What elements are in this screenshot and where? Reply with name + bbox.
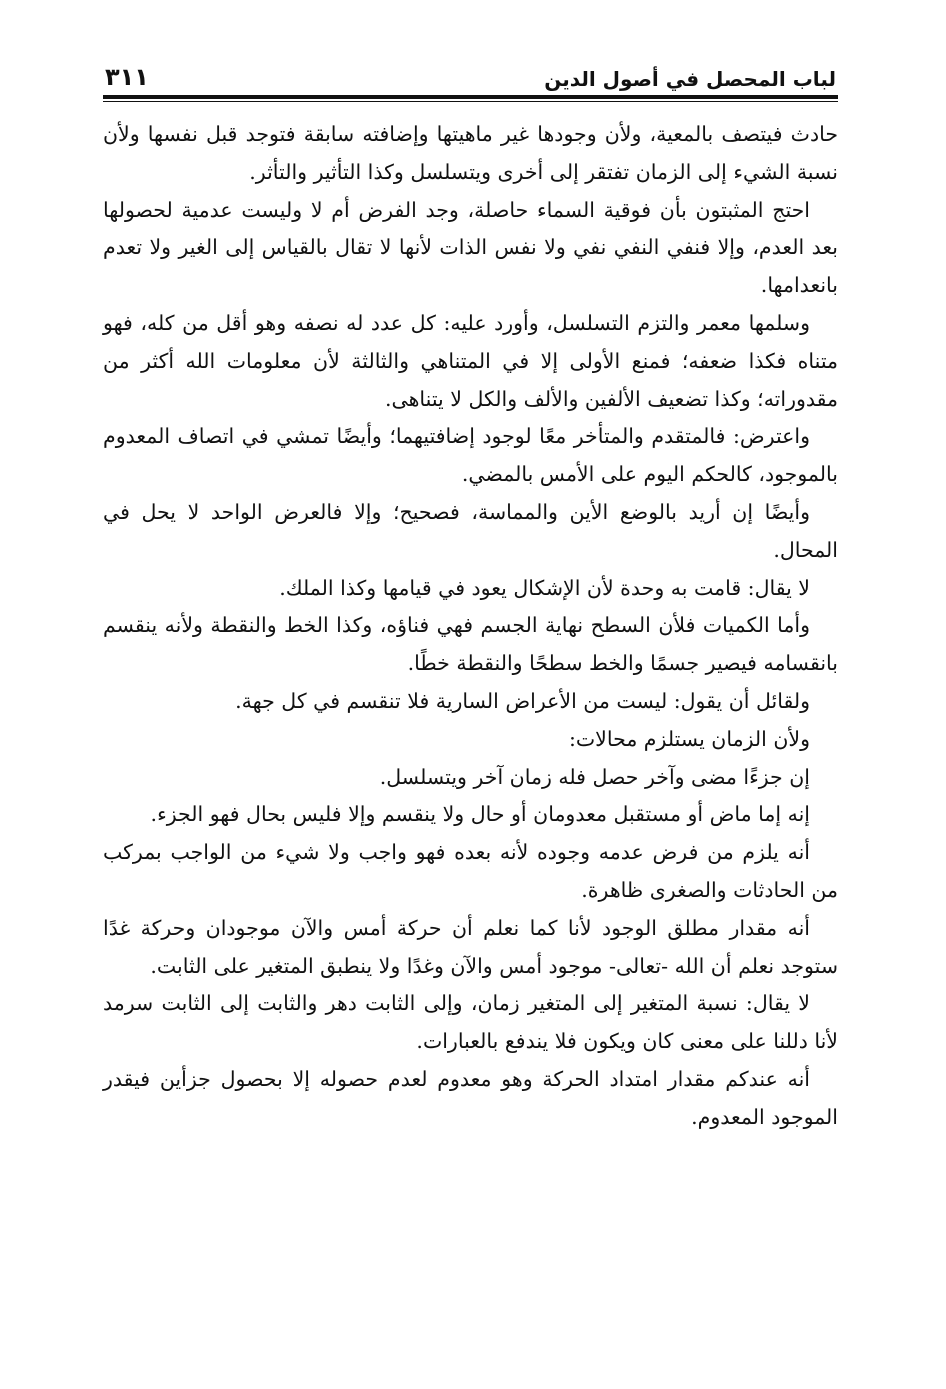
paragraph: ولأن الزمان يستلزم محالات: bbox=[568, 726, 810, 751]
body-text bbox=[103, 116, 838, 1137]
header-rule-thick bbox=[103, 95, 838, 99]
paragraph: وسلمها معمر والتزم التسلسل، وأورد عليه: كل عدد له نصفه وهو أقل من كله، فهو متناه فكذا ضعفه؛ فمنع الأولى إلا في المتناهي والثالثة لأن معلومات الله أكثر من مقدوراته؛ وكذا تضعيف الألفين والألف والكل لا يتناهى. bbox=[103, 310, 838, 411]
running-title: لباب المحصل في أصول الدين bbox=[544, 67, 836, 91]
paragraph: أنه يلزم من فرض عدمه وجوده لأنه بعده فهو واجب ولا شيء من الواجب بمركب من الحادثات والصغرى ظاهرة. bbox=[103, 840, 838, 902]
paragraph: واعترض: فالمتقدم والمتأخر معًا لوجود إضافتيهما؛ وأيضًا تمشي في اتصاف المعدوم بالموجود، كالحكم اليوم على الأمس بالمضي. bbox=[103, 424, 838, 487]
header-rule-thin bbox=[103, 101, 838, 102]
paragraph: حادث فيتصف بالمعية، ولأن وجودها غير ماهيتها وإضافته سابقة فتوجد قبل نفسها ولأن نسبة الشيء إلى الزمان تفتقر إلى أخرى ويتسلسل وكذا التأثير والتأثر. bbox=[103, 122, 838, 184]
running-header bbox=[103, 55, 838, 91]
page bbox=[103, 55, 838, 1137]
paragraph: لا يقال: قامت به وحدة لأن الإشكال يعود في قيامها وكذا الملك. bbox=[279, 575, 810, 600]
paragraph: أنه مقدار مطلق الوجود لأنا كما نعلم أن حركة أمس والآن موجودان وحركة غدًا ستوجد نعلم أن الله -تعالى- موجود أمس والآن وغدًا ولا ينطبق المتغير على الثابت. bbox=[103, 915, 838, 978]
paragraph: أنه عندكم مقدار امتداد الحركة وهو معدوم لعدم حصوله إلا بحصول جزأين فيقدر الموجود المعدوم. bbox=[103, 1066, 838, 1129]
paragraph: إن جزءًا مضى وآخر حصل فله زمان آخر ويتسلسل. bbox=[379, 764, 810, 789]
paragraph: ولقائل أن يقول: ليست من الأعراض السارية فلا تنقسم في كل جهة. bbox=[235, 688, 810, 713]
paragraph: إنه إما ماض أو مستقبل معدومان أو حال ولا ينقسم وإلا فليس بحال فهو الجزء. bbox=[150, 802, 810, 827]
page-number: ٣١١ bbox=[105, 63, 149, 91]
paragraph: لا يقال: نسبة المتغير إلى المتغير زمان، وإلى الثابت دهر والثابت إلى الثابت سرمد لأنا دللنا على معنى كان ويكون فلا يندفع بالعبارات. bbox=[103, 991, 838, 1054]
paragraph: وأما الكميات فلأن السطح نهاية الجسم فهي فناؤه، وكذا الخط والنقطة ولأنه ينقسم بانقسامه فيصير جسمًا والخط سطحًا والنقطة خطًا. bbox=[103, 613, 838, 676]
paragraph: وأيضًا إن أريد بالوضع الأين والمماسة، فصحيح؛ وإلا فالعرض الواحد لا يحل في المحال. bbox=[103, 499, 838, 562]
paragraph: احتج المثبتون بأن فوقية السماء حاصلة، وجد الفرض أم لا وليست عدمية لحصولها بعد العدم، وإلا فنفي النفي نفي ولا نفس الذات لأنها لا تقال بالقياس إلى الغير ولا تعدم بانعدامها. bbox=[103, 197, 838, 298]
